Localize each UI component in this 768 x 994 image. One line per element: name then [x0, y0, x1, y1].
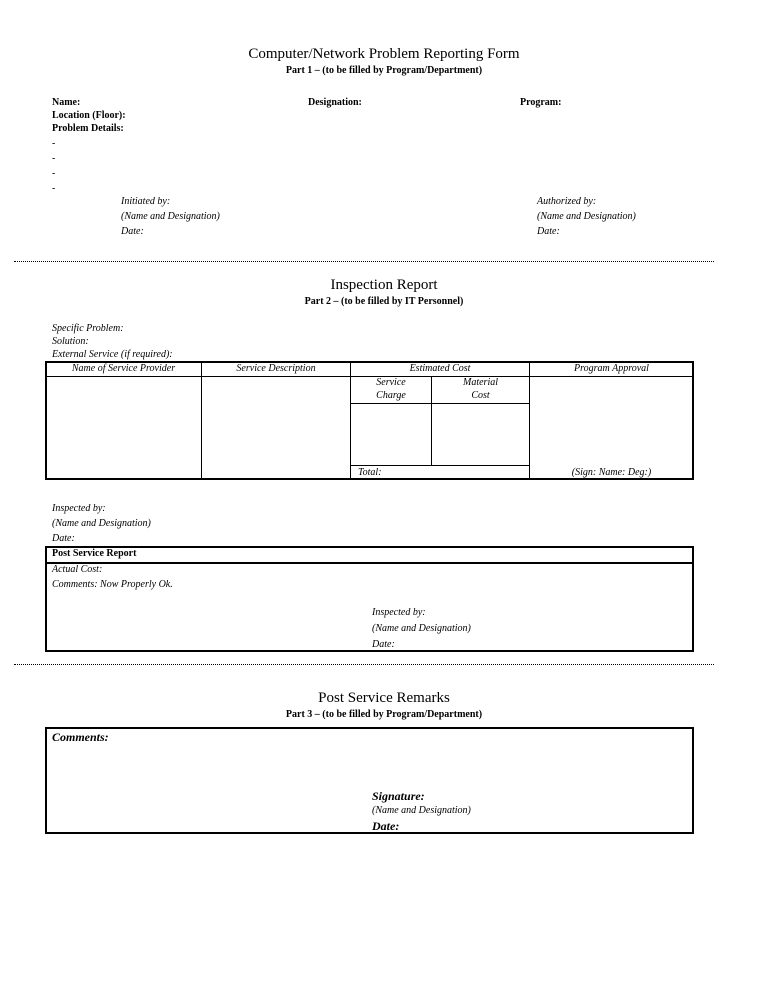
- part3-subtitle: Part 3 – (to be filled by Program/Department): [285, 709, 483, 720]
- initiated-name-designation: (Name and Designation): [121, 211, 220, 222]
- authorized-by-label: Authorized by:: [537, 196, 597, 207]
- specific-problem-label: Specific Problem:: [52, 323, 124, 334]
- table-column-divider: [529, 362, 530, 479]
- signature-label: Signature:: [372, 789, 425, 803]
- authorized-name-designation: (Name and Designation): [537, 211, 636, 222]
- form-title: Computer/Network Problem Reporting Form: [248, 46, 520, 62]
- part1-subtitle: Part 1 – (to be filled by Program/Department): [285, 65, 483, 76]
- subheader-material-cost-line1: Material: [463, 377, 498, 388]
- program-label: Program:: [520, 97, 562, 108]
- authorized-date: Date:: [537, 226, 560, 237]
- initiated-by-label: Initiated by:: [121, 196, 171, 207]
- post-service-remarks-title: Post Service Remarks: [318, 690, 450, 706]
- signature-name-designation: (Name and Designation): [372, 805, 471, 816]
- section-divider: [14, 261, 714, 262]
- remarks-comments-label: Comments:: [52, 730, 109, 744]
- inspection-report-title: Inspection Report: [330, 277, 438, 293]
- problem-bullet: -: [52, 168, 56, 179]
- post-service-header-divider: [46, 562, 693, 564]
- part2-subtitle: Part 2 – (to be filled by IT Personnel): [304, 296, 464, 307]
- post-service-report-header: Post Service Report: [52, 548, 137, 559]
- actual-cost-label: Actual Cost:: [52, 564, 103, 575]
- subheader-material-cost-line2: Cost: [471, 390, 490, 401]
- problem-bullet: -: [52, 153, 56, 164]
- subheader-service-charge-line2: Charge: [376, 390, 406, 401]
- comments-label: Comments: Now Properly Ok.: [52, 579, 173, 590]
- post-inspected-by-label: Inspected by:: [372, 607, 426, 618]
- section-divider: [14, 664, 714, 665]
- table-column-divider: [201, 362, 202, 479]
- total-label: Total:: [358, 467, 382, 478]
- inspected-date: Date:: [52, 533, 75, 544]
- post-inspected-date: Date:: [372, 639, 395, 650]
- post-inspected-name-designation: (Name and Designation): [372, 623, 471, 634]
- column-header-description: Service Description: [236, 363, 316, 374]
- problem-details-label: Problem Details:: [52, 123, 124, 134]
- inspected-name-designation: (Name and Designation): [52, 518, 151, 529]
- cost-subheader-divider: [351, 403, 529, 404]
- initiated-date: Date:: [121, 226, 144, 237]
- column-header-estimated-cost: Estimated Cost: [409, 363, 471, 374]
- column-header-provider: Name of Service Provider: [71, 363, 176, 374]
- approval-sign-label: (Sign: Name: Deg:): [571, 467, 652, 478]
- inspected-by-label: Inspected by:: [52, 503, 106, 514]
- remarks-box: [45, 727, 694, 834]
- problem-bullet: -: [52, 138, 56, 149]
- column-header-program-approval: Program Approval: [574, 363, 649, 374]
- subheader-service-charge-line1: Service: [376, 377, 406, 388]
- total-divider: [351, 465, 529, 466]
- signature-date-label: Date:: [372, 819, 400, 833]
- external-service-label: External Service (if required):: [52, 349, 173, 360]
- name-label: Name:: [52, 97, 81, 108]
- problem-bullet: -: [52, 183, 56, 194]
- designation-label: Designation:: [308, 97, 362, 108]
- solution-label: Solution:: [52, 336, 89, 347]
- location-label: Location (Floor):: [52, 110, 126, 121]
